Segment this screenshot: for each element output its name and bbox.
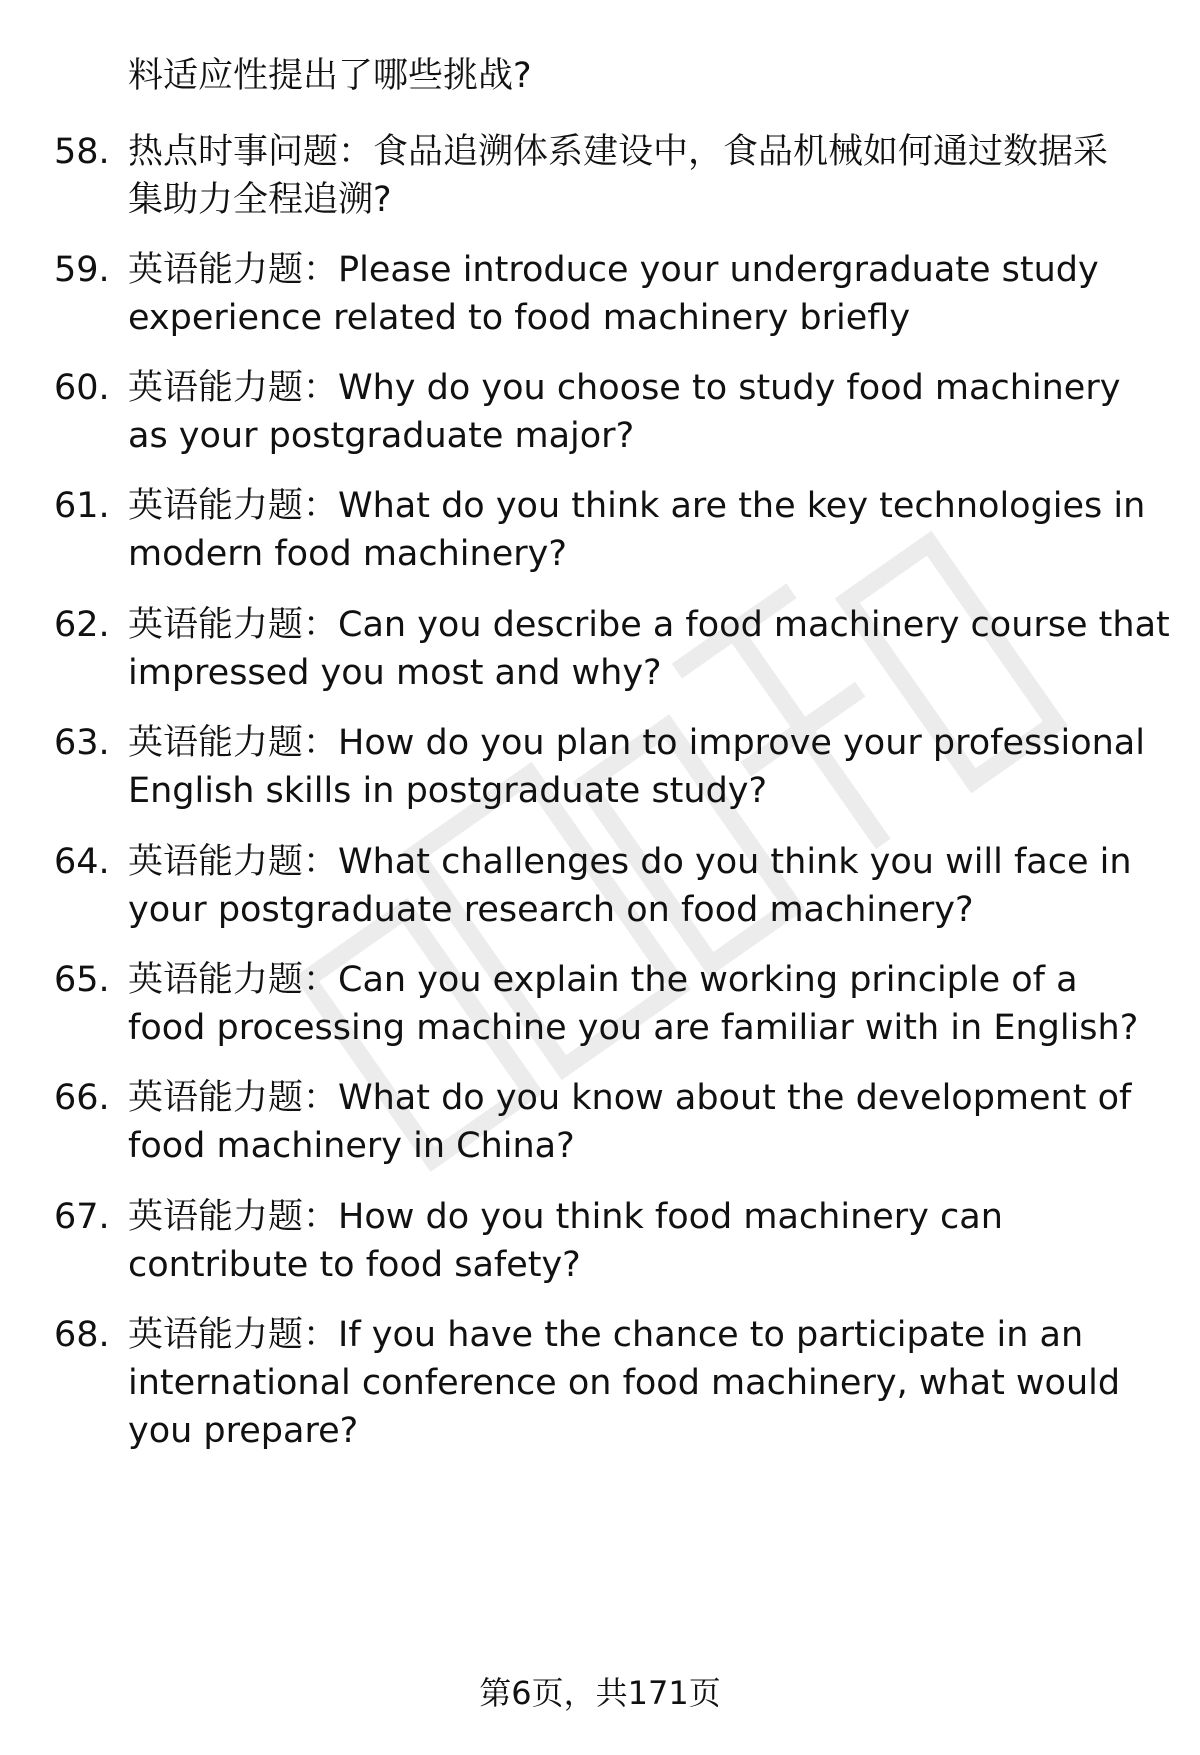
text-line: 热点时事问题：食品追溯体系建设中，食品机械如何通过数据采 xyxy=(128,132,1109,172)
question-text xyxy=(128,838,1168,934)
text-line: 集助力全程追溯? xyxy=(128,180,392,220)
text-line: contribute to food safety? xyxy=(128,1245,581,1285)
question-text xyxy=(128,364,1168,460)
question-number: 64. xyxy=(54,842,110,882)
question-number: 66. xyxy=(54,1078,110,1118)
question-number: 68. xyxy=(54,1315,110,1355)
text-line: your postgraduate research on food machinery? xyxy=(128,890,974,930)
text-line: as your postgraduate major? xyxy=(128,416,635,456)
question-number: 60. xyxy=(54,368,110,408)
text-line: you prepare? xyxy=(128,1411,359,1451)
text-line: 英语能力题：Please introduce your undergraduate study xyxy=(128,250,1099,290)
question-number: 63. xyxy=(54,723,110,763)
text-line: 料适应性提出了哪些挑战? xyxy=(128,56,532,96)
question-text xyxy=(128,1074,1168,1170)
text-line: international conference on food machinery, what would xyxy=(128,1363,1121,1403)
question-number: 62. xyxy=(54,605,110,645)
text-line: 英语能力题：Why do you choose to study food machinery xyxy=(128,368,1121,408)
page-number-footer: 第6页，共171页 xyxy=(479,1674,721,1712)
text-line: modern food machinery? xyxy=(128,534,567,574)
question-text xyxy=(128,719,1168,815)
text-line: English skills in postgraduate study? xyxy=(128,771,768,811)
question-number: 59. xyxy=(54,250,110,290)
question-text xyxy=(128,246,1168,342)
text-line: impressed you most and why? xyxy=(128,653,662,693)
question-number: 61. xyxy=(54,486,110,526)
text-line: 英语能力题：What do you think are the key technologies in xyxy=(128,486,1146,526)
continuation-text xyxy=(128,52,1168,100)
text-line: 英语能力题：Can you explain the working principle of a xyxy=(128,960,1078,1000)
text-line: food processing machine you are familiar with in English? xyxy=(128,1008,1139,1048)
question-text xyxy=(128,1311,1168,1455)
question-text xyxy=(128,1193,1168,1289)
text-line: food machinery in China? xyxy=(128,1126,575,1166)
question-text xyxy=(128,482,1168,578)
question-text xyxy=(128,128,1168,224)
text-line: 英语能力题：What do you know about the development of xyxy=(128,1078,1132,1118)
text-line: 英语能力题：How do you plan to improve your professional xyxy=(128,723,1145,763)
question-number: 58. xyxy=(54,132,110,172)
text-line: 英语能力题：What challenges do you think you will face in xyxy=(128,842,1132,882)
text-line: 英语能力题：If you have the chance to participate in an xyxy=(128,1315,1084,1355)
question-text xyxy=(128,601,1168,697)
text-line: experience related to food machinery briefly xyxy=(128,298,911,338)
text-line: 英语能力题：How do you think food machinery can xyxy=(128,1197,1003,1237)
question-number: 65. xyxy=(54,960,110,1000)
question-text xyxy=(128,956,1168,1052)
question-number: 67. xyxy=(54,1197,110,1237)
text-line: 英语能力题：Can you describe a food machinery course that xyxy=(128,605,1170,645)
